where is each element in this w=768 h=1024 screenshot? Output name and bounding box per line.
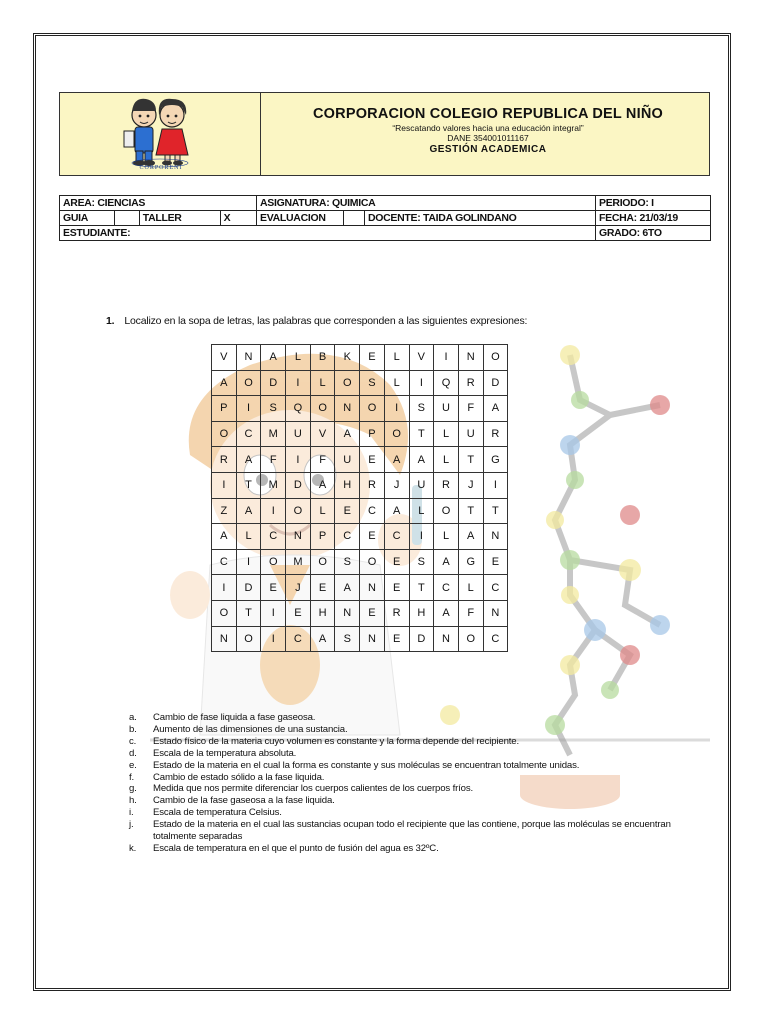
grid-cell: I: [236, 396, 261, 422]
grid-cell: T: [409, 575, 434, 601]
grid-cell: L: [434, 524, 459, 550]
grid-cell: A: [434, 549, 459, 575]
grid-cell: O: [458, 626, 483, 652]
grid-cell: E: [261, 575, 286, 601]
clue-item: [129, 807, 689, 819]
grid-cell: A: [261, 345, 286, 371]
grid-cell: A: [409, 447, 434, 473]
grid-cell: F: [261, 447, 286, 473]
grid-cell: R: [212, 447, 237, 473]
grid-cell: T: [458, 498, 483, 524]
grid-cell: P: [310, 524, 335, 550]
grid-cell: E: [384, 626, 409, 652]
estudiante-cell: ESTUDIANTE:: [60, 226, 596, 241]
grid-cell: O: [335, 370, 360, 396]
grid-cell: U: [335, 447, 360, 473]
grid-cell: R: [360, 472, 385, 498]
grid-cell: A: [384, 498, 409, 524]
grid-cell: T: [236, 472, 261, 498]
grid-cell: E: [360, 524, 385, 550]
clue-text: Estado de la materia en el cual las sustancias ocupan todo el recipiente que las contiene, porque las moléculas se encuentran totalmente separadas: [153, 819, 671, 843]
grid-cell: I: [286, 447, 311, 473]
grid-cell: J: [458, 472, 483, 498]
grid-cell: C: [335, 524, 360, 550]
grid-cell: O: [286, 498, 311, 524]
grid-cell: L: [236, 524, 261, 550]
grid-cell: D: [483, 370, 508, 396]
grid-cell: L: [310, 498, 335, 524]
grid-cell: R: [483, 421, 508, 447]
clue-letter: c.: [129, 735, 137, 747]
grid-cell: E: [335, 498, 360, 524]
grid-cell: Q: [286, 396, 311, 422]
grid-cell: A: [212, 370, 237, 396]
grid-cell: E: [384, 549, 409, 575]
question-number: 1.: [106, 315, 115, 327]
grid-cell: D: [286, 472, 311, 498]
periodo-cell: PERIODO: I: [596, 196, 711, 211]
grid-cell: I: [236, 549, 261, 575]
docente-cell: DOCENTE: TAIDA GOLINDANO: [365, 211, 596, 226]
grid-cell: J: [384, 472, 409, 498]
grid-cell: C: [261, 524, 286, 550]
grid-cell: N: [286, 524, 311, 550]
grid-cell: I: [409, 370, 434, 396]
grid-cell: U: [409, 472, 434, 498]
taller-cell: TALLER: [139, 211, 220, 226]
grid-cell: C: [434, 575, 459, 601]
question-text: Localizo en la sopa de letras, las palabras que corresponden a las siguientes expresiones:: [124, 315, 528, 327]
grid-cell: V: [212, 345, 237, 371]
taller-mark-cell: X: [220, 211, 256, 226]
grid-cell: C: [360, 498, 385, 524]
grid-cell: J: [286, 575, 311, 601]
school-name: CORPORACION COLEGIO REPUBLICA DEL NIÑO: [313, 106, 663, 122]
clue-letter: f.: [129, 771, 135, 783]
grid-cell: S: [261, 396, 286, 422]
grid-cell: I: [261, 600, 286, 626]
grid-cell: A: [458, 524, 483, 550]
clue-letter: d.: [129, 747, 137, 759]
grid-cell: S: [409, 549, 434, 575]
grid-cell: I: [286, 370, 311, 396]
grid-cell: N: [335, 396, 360, 422]
grid-cell: A: [212, 524, 237, 550]
clue-letter: i.: [129, 807, 134, 819]
grid-cell: M: [261, 421, 286, 447]
clue-text: Cambio de fase liquida a fase gaseosa.: [153, 712, 316, 723]
grid-cell: I: [261, 626, 286, 652]
grid-cell: A: [310, 472, 335, 498]
clue-item: [129, 724, 689, 736]
grid-cell: A: [483, 396, 508, 422]
clue-item: [129, 712, 689, 724]
grid-cell: L: [310, 370, 335, 396]
grid-cell: H: [335, 472, 360, 498]
grid-cell: S: [409, 396, 434, 422]
grid-cell: V: [310, 421, 335, 447]
grid-cell: A: [434, 600, 459, 626]
grid-cell: V: [409, 345, 434, 371]
grid-cell: S: [335, 549, 360, 575]
grid-cell: H: [409, 600, 434, 626]
grid-cell: T: [458, 447, 483, 473]
clue-text: Escala de temperatura Celsius.: [153, 807, 282, 819]
evaluacion-mark-cell: [344, 211, 365, 226]
clue-letter: j.: [129, 819, 134, 831]
grid-cell: I: [409, 524, 434, 550]
grid-row: [212, 498, 508, 524]
grid-row: [212, 549, 508, 575]
grid-cell: N: [434, 626, 459, 652]
grid-cell: O: [360, 396, 385, 422]
clue-text: Escala de temperatura en el que el punto de fusión del agua es 32ºC.: [153, 842, 439, 854]
grid-cell: C: [212, 549, 237, 575]
grid-row: [212, 421, 508, 447]
grid-cell: U: [434, 396, 459, 422]
grid-cell: A: [236, 498, 261, 524]
grid-cell: I: [261, 498, 286, 524]
grid-cell: A: [335, 575, 360, 601]
school-slogan: “Rescatando valores hacia una educación integral”: [392, 123, 584, 133]
question-1: [106, 315, 527, 327]
grid-cell: B: [310, 345, 335, 371]
grid-cell: N: [483, 600, 508, 626]
grid-cell: I: [212, 472, 237, 498]
grid-cell: P: [360, 421, 385, 447]
clue-item: [129, 760, 689, 772]
grid-cell: R: [434, 472, 459, 498]
clue-text: Aumento de las dimensiones de una sustancia.: [153, 723, 348, 735]
info-table: [59, 195, 711, 241]
grid-cell: C: [483, 626, 508, 652]
grid-cell: T: [236, 600, 261, 626]
grid-cell: O: [434, 498, 459, 524]
grid-cell: K: [335, 345, 360, 371]
grid-cell: Z: [212, 498, 237, 524]
clue-item: [129, 772, 689, 784]
dane-code: DANE 354001011167: [447, 133, 529, 143]
grid-cell: N: [483, 524, 508, 550]
department-name: GESTIÓN ACADEMICA: [429, 144, 547, 155]
grid-cell: O: [384, 421, 409, 447]
clue-text: Medida que nos permite diferenciar los cuerpos calientes de los cuerpos fríos.: [153, 783, 473, 795]
grid-cell: L: [286, 345, 311, 371]
clue-letter: a.: [129, 712, 137, 723]
clue-item: [129, 819, 689, 843]
grid-cell: O: [212, 421, 237, 447]
grid-cell: F: [310, 447, 335, 473]
grid-cell: O: [483, 345, 508, 371]
clue-letter: h.: [129, 795, 137, 807]
grid-cell: N: [360, 575, 385, 601]
clue-letter: e.: [129, 759, 137, 771]
logo-caption: CORPORENI: [139, 165, 183, 171]
grid-cell: D: [236, 575, 261, 601]
grid-row: [212, 370, 508, 396]
school-info: [261, 93, 709, 175]
grid-cell: Q: [434, 370, 459, 396]
asignatura-cell: ASIGNATURA: QUIMICA: [257, 196, 596, 211]
grid-cell: O: [360, 549, 385, 575]
grid-cell: E: [360, 447, 385, 473]
grid-cell: E: [360, 600, 385, 626]
grid-cell: H: [310, 600, 335, 626]
clue-text: Cambio de estado sólido a la fase liquida.: [153, 771, 325, 783]
grid-cell: G: [458, 549, 483, 575]
guia-mark-cell: [115, 211, 140, 226]
fecha-cell: FECHA: 21/03/19: [596, 211, 711, 226]
grid-cell: N: [212, 626, 237, 652]
clue-text: Estado de la materia en el cual la forma es constante y sus moléculas se encuentran totalmente unidas.: [153, 759, 580, 771]
grid-cell: U: [286, 421, 311, 447]
grid-cell: C: [286, 626, 311, 652]
grid-cell: I: [212, 575, 237, 601]
clue-item: [129, 843, 689, 855]
grid-cell: N: [335, 600, 360, 626]
grid-cell: L: [434, 421, 459, 447]
grid-cell: G: [483, 447, 508, 473]
word-search-grid: [211, 344, 508, 652]
grid-row: [212, 524, 508, 550]
clue-item: [129, 783, 689, 795]
clue-item: [129, 748, 689, 760]
grid-cell: F: [458, 396, 483, 422]
grid-cell: C: [236, 421, 261, 447]
guia-cell: GUIA: [60, 211, 115, 226]
grid-cell: P: [212, 396, 237, 422]
grid-cell: I: [434, 345, 459, 371]
clue-letter: k.: [129, 842, 137, 854]
grid-cell: R: [384, 600, 409, 626]
grid-cell: L: [434, 447, 459, 473]
grid-cell: T: [409, 421, 434, 447]
grid-cell: O: [236, 626, 261, 652]
grid-cell: O: [310, 396, 335, 422]
grid-cell: M: [286, 549, 311, 575]
grid-cell: O: [212, 600, 237, 626]
grid-cell: C: [384, 524, 409, 550]
grid-row: [212, 345, 508, 371]
grid-cell: E: [384, 575, 409, 601]
grid-row: [212, 575, 508, 601]
grid-cell: O: [310, 549, 335, 575]
grid-cell: L: [384, 345, 409, 371]
logo-cell: [60, 93, 261, 175]
school-logo: [60, 93, 260, 175]
grid-cell: I: [483, 472, 508, 498]
grid-cell: A: [335, 421, 360, 447]
grid-cell: E: [360, 345, 385, 371]
grid-cell: A: [384, 447, 409, 473]
grid-cell: C: [483, 575, 508, 601]
grid-cell: A: [310, 626, 335, 652]
grid-cell: E: [483, 549, 508, 575]
clue-letter: g.: [129, 783, 137, 795]
clue-text: Escala de la temperatura absoluta.: [153, 747, 297, 759]
grid-cell: L: [458, 575, 483, 601]
grid-cell: O: [236, 370, 261, 396]
clue-letter: b.: [129, 723, 137, 735]
grid-cell: M: [261, 472, 286, 498]
grid-cell: L: [384, 370, 409, 396]
grid-cell: D: [409, 626, 434, 652]
grid-cell: N: [360, 626, 385, 652]
grid-cell: S: [335, 626, 360, 652]
area-cell: AREA: CIENCIAS: [60, 196, 257, 211]
clue-text: Cambio de la fase gaseosa a la fase liquida.: [153, 795, 335, 807]
grado-cell: GRADO: 6TO: [596, 226, 711, 241]
grid-cell: E: [310, 575, 335, 601]
grid-cell: A: [236, 447, 261, 473]
grid-row: [212, 472, 508, 498]
school-header: [59, 92, 710, 176]
grid-cell: D: [261, 370, 286, 396]
clue-text: Estado físico de la materia cuyo volumen es constante y la forma depende del recipiente.: [153, 735, 519, 747]
grid-cell: E: [286, 600, 311, 626]
grid-cell: S: [360, 370, 385, 396]
grid-cell: T: [483, 498, 508, 524]
grid-cell: O: [261, 549, 286, 575]
grid-cell: F: [458, 600, 483, 626]
grid-cell: I: [384, 396, 409, 422]
grid-cell: L: [409, 498, 434, 524]
grid-row: [212, 447, 508, 473]
evaluacion-cell: EVALUACION: [257, 211, 344, 226]
grid-cell: R: [458, 370, 483, 396]
grid-cell: N: [458, 345, 483, 371]
grid-row: [212, 396, 508, 422]
grid-row: [212, 626, 508, 652]
clue-item: [129, 736, 689, 748]
clue-list: [129, 712, 689, 855]
grid-row: [212, 600, 508, 626]
grid-cell: U: [458, 421, 483, 447]
clue-item: [129, 795, 689, 807]
grid-cell: N: [236, 345, 261, 371]
